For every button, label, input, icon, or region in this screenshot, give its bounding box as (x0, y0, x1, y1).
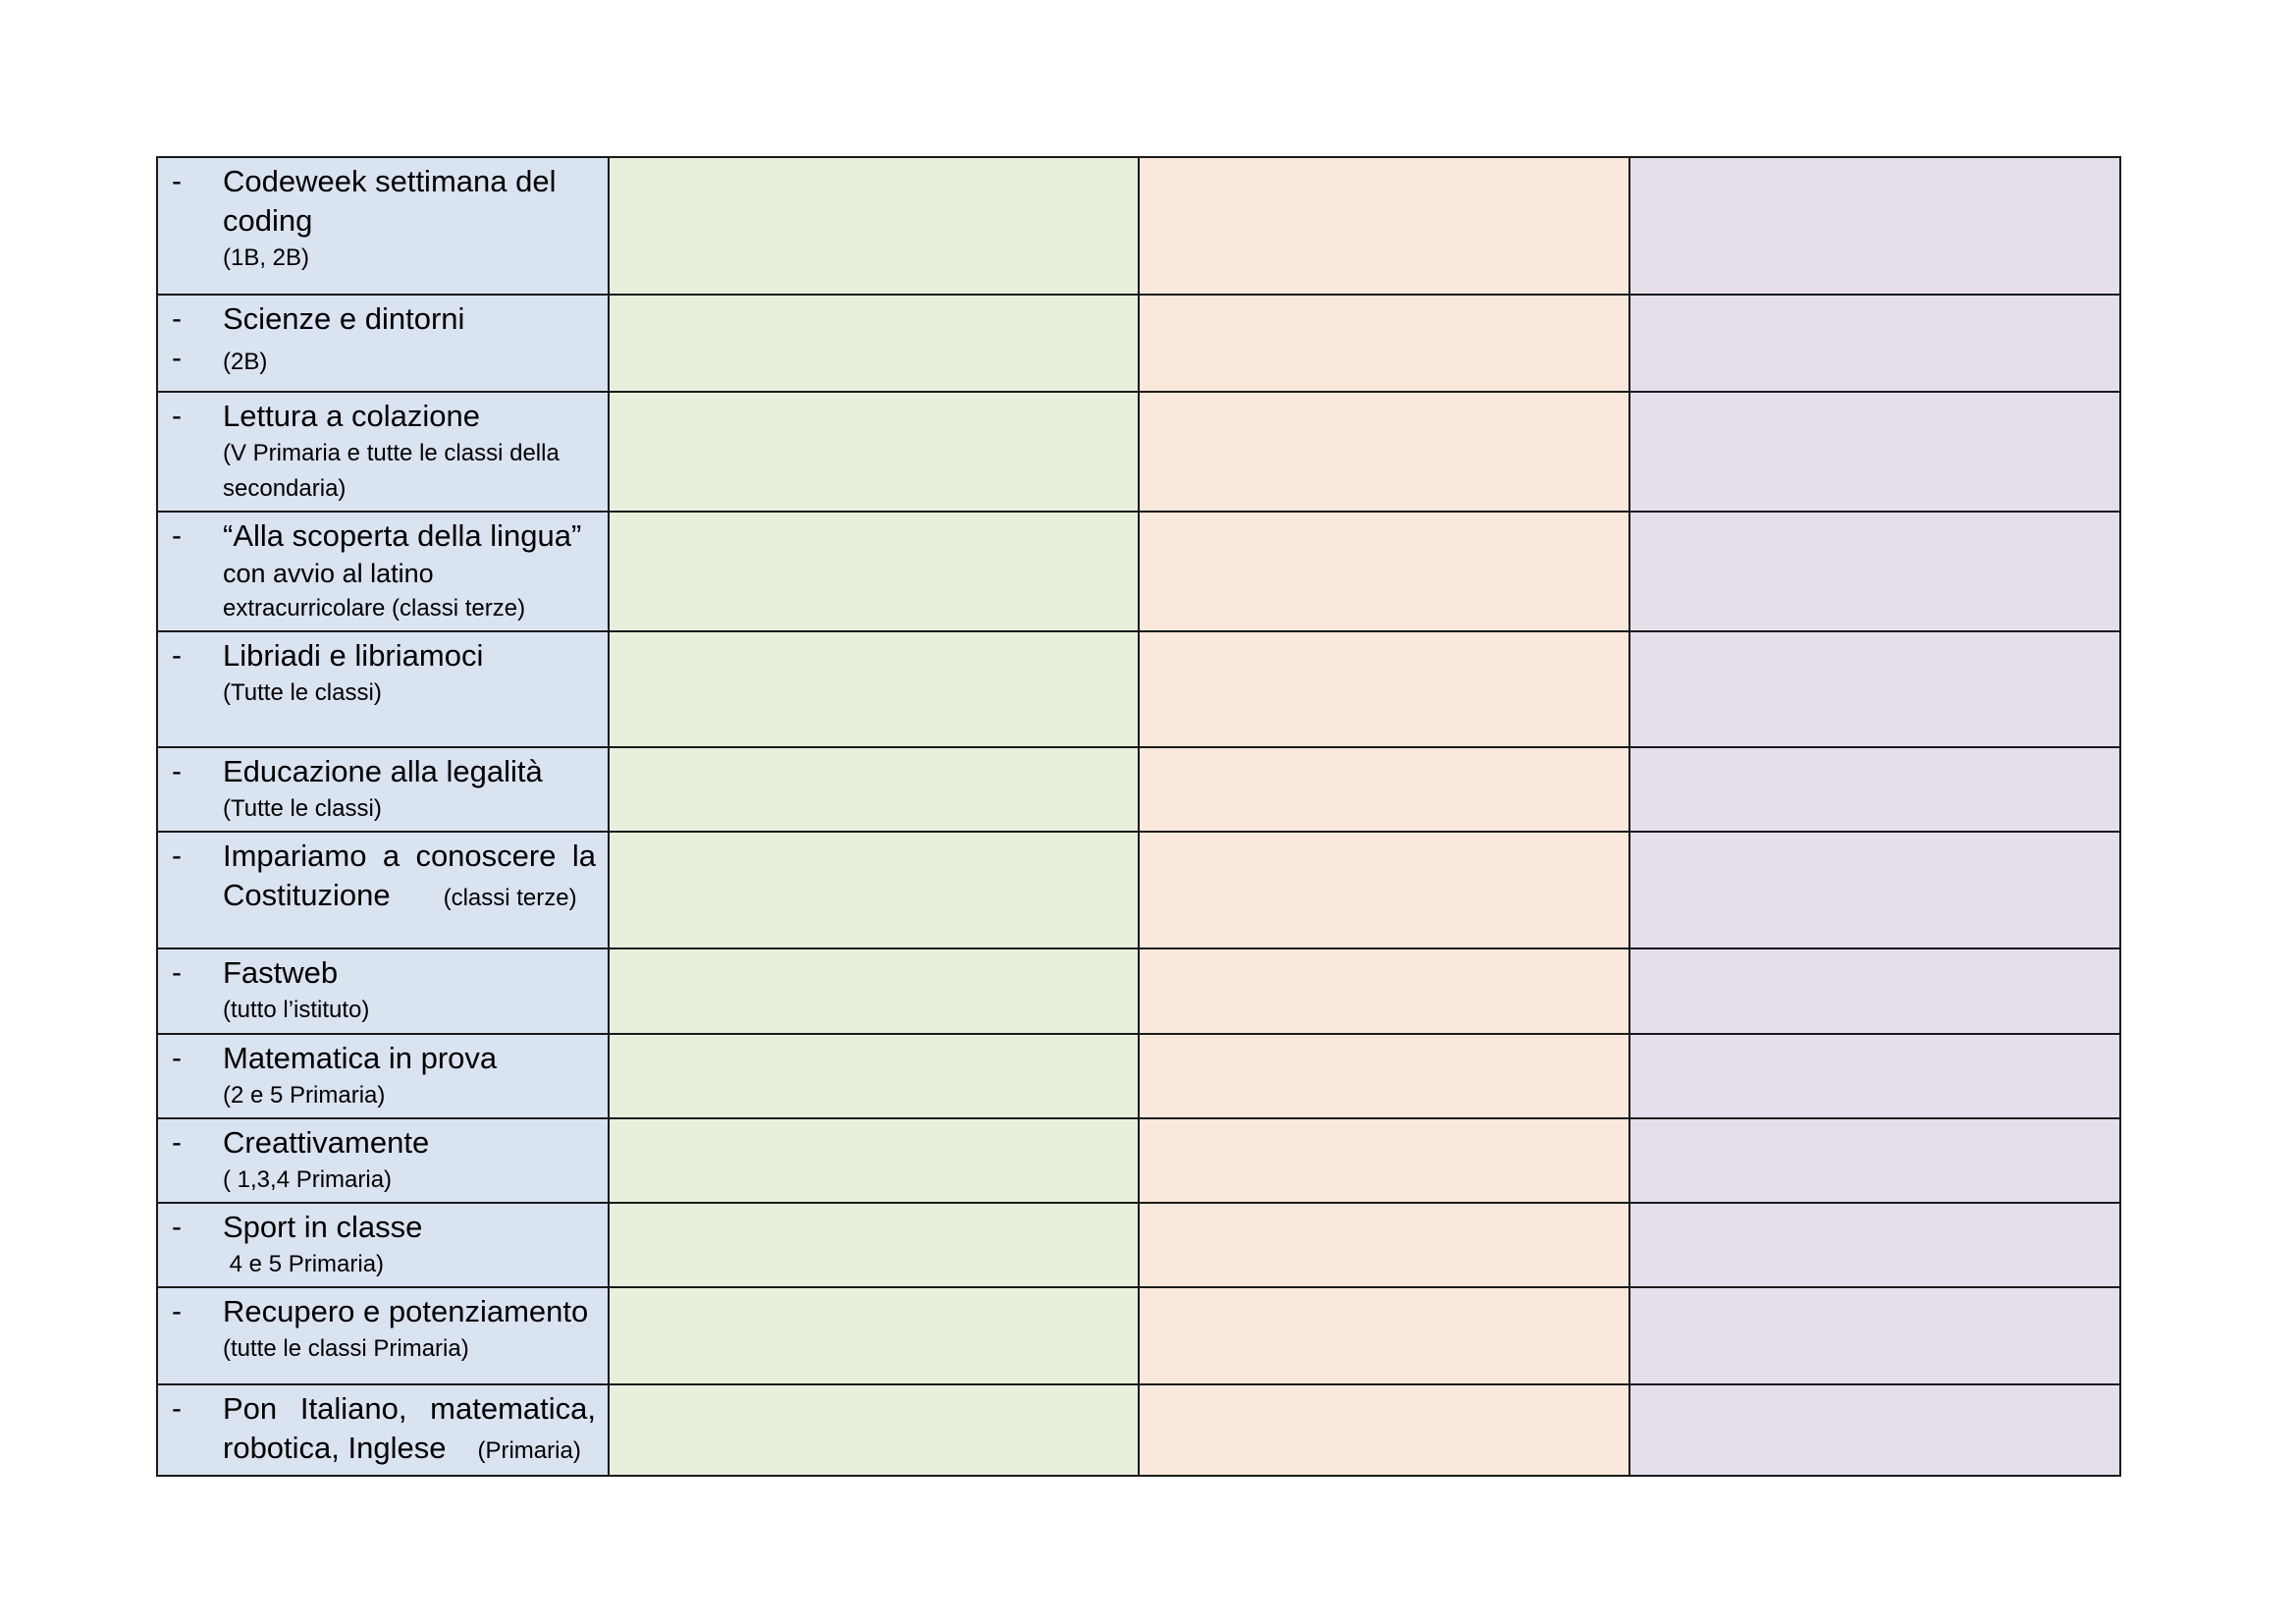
project-classes-continued: secondaria) (223, 475, 347, 502)
title-word: Pon (223, 1391, 278, 1426)
empty-cell-purple (1629, 157, 2120, 295)
project-classes: (Primaria) (477, 1437, 581, 1464)
list-dash: - (172, 639, 182, 672)
project-title: “Alla scoperta della lingua” (223, 518, 582, 553)
list-dash: - (172, 839, 182, 872)
list-dash: - (172, 1211, 182, 1243)
project-classes: 4 e 5 Primaria) (223, 1251, 385, 1277)
projects-table-body (157, 157, 2120, 1476)
empty-cell-orange (1139, 295, 1629, 392)
list-dash: - (172, 165, 182, 197)
empty-cell-green (609, 1287, 1139, 1384)
table-row (157, 512, 2120, 631)
empty-cell-green (609, 295, 1139, 392)
empty-cell-green (609, 631, 1139, 747)
project-title-continued: coding (223, 203, 313, 238)
project-title: Sport in classe (223, 1210, 423, 1244)
project-classes: ( 1,3,4 Primaria) (223, 1166, 393, 1193)
empty-cell-orange (1139, 631, 1629, 747)
project-title (223, 1389, 596, 1429)
project-cell (157, 392, 609, 512)
empty-cell-purple (1629, 1118, 2120, 1203)
empty-cell-orange (1139, 512, 1629, 631)
empty-cell-orange (1139, 747, 1629, 832)
project-classes: (classi terze) (443, 885, 577, 911)
project-cell (157, 1118, 609, 1203)
project-cell (157, 157, 609, 295)
table-row (157, 1118, 2120, 1203)
project-classes: (2B) (223, 349, 268, 375)
table-row (157, 1384, 2120, 1476)
project-classes: (tutte le classi Primaria) (223, 1335, 469, 1362)
empty-cell-orange (1139, 1384, 1629, 1476)
project-classes: (Tutte le classi) (223, 795, 382, 822)
empty-cell-orange (1139, 948, 1629, 1034)
project-cell (157, 832, 609, 948)
project-cell (157, 747, 609, 832)
empty-cell-green (609, 1118, 1139, 1203)
project-title-continued (223, 876, 596, 918)
project-title: Matematica in prova (223, 1041, 498, 1075)
empty-cell-green (609, 392, 1139, 512)
list-dash: - (172, 519, 182, 552)
project-cell (157, 295, 609, 392)
empty-cell-purple (1629, 512, 2120, 631)
list-dash: - (172, 956, 182, 989)
table-row (157, 392, 2120, 512)
empty-cell-orange (1139, 157, 1629, 295)
empty-cell-purple (1629, 1034, 2120, 1118)
empty-cell-green (609, 512, 1139, 631)
project-classes: (2 e 5 Primaria) (223, 1082, 386, 1109)
title-word: Costituzione (223, 878, 391, 912)
table-row (157, 1287, 2120, 1384)
empty-cell-orange (1139, 1203, 1629, 1287)
project-cell (157, 1384, 609, 1476)
project-title-continued: con avvio al latino (223, 559, 434, 588)
project-title: Fastweb (223, 955, 339, 990)
empty-cell-purple (1629, 1384, 2120, 1476)
empty-cell-purple (1629, 747, 2120, 832)
project-cell (157, 512, 609, 631)
project-title (223, 837, 596, 876)
project-title: Recupero e potenziamento (223, 1294, 589, 1328)
empty-cell-green (609, 948, 1139, 1034)
table-row (157, 1034, 2120, 1118)
project-cell (157, 1203, 609, 1287)
empty-cell-purple (1629, 1203, 2120, 1287)
list-dash: - (172, 1126, 182, 1159)
project-classes: (tutto l’istituto) (223, 997, 370, 1023)
project-classes: (Tutte le classi) (223, 679, 382, 706)
title-word: a (382, 839, 400, 873)
empty-cell-purple (1629, 392, 2120, 512)
empty-cell-orange (1139, 1287, 1629, 1384)
table-row (157, 948, 2120, 1034)
empty-cell-purple (1629, 631, 2120, 747)
projects-table (156, 156, 2121, 1477)
project-title-continued (223, 1429, 596, 1471)
list-dash: - (172, 400, 182, 432)
list-dash: - (172, 755, 182, 787)
empty-cell-purple (1629, 948, 2120, 1034)
list-dash: - (172, 1042, 182, 1074)
project-title: Creattivamente (223, 1125, 430, 1160)
title-word: matematica, (430, 1391, 596, 1426)
table-row (157, 295, 2120, 392)
list-dash: - (172, 1392, 182, 1425)
empty-cell-orange (1139, 1118, 1629, 1203)
title-word: la (571, 839, 596, 873)
empty-cell-green (609, 157, 1139, 295)
project-title: Libriadi e libriamoci (223, 638, 484, 673)
project-cell (157, 948, 609, 1034)
empty-cell-orange (1139, 832, 1629, 948)
project-classes: extracurricolare (classi terze) (223, 595, 526, 622)
empty-cell-green (609, 832, 1139, 948)
table-row (157, 832, 2120, 948)
project-title: Codeweek settimana del (223, 164, 557, 198)
project-title: Educazione alla legalità (223, 754, 543, 788)
table-row (157, 1203, 2120, 1287)
table-row (157, 631, 2120, 747)
list-dash: - (172, 342, 182, 374)
empty-cell-orange (1139, 392, 1629, 512)
empty-cell-green (609, 1384, 1139, 1476)
project-cell (157, 631, 609, 747)
title-word: conoscere (415, 839, 557, 873)
empty-cell-green (609, 1034, 1139, 1118)
project-classes: (1B, 2B) (223, 244, 310, 271)
empty-cell-orange (1139, 1034, 1629, 1118)
list-dash: - (172, 1295, 182, 1327)
empty-cell-purple (1629, 295, 2120, 392)
project-title: Lettura a colazione (223, 399, 480, 433)
empty-cell-green (609, 1203, 1139, 1287)
table-row (157, 747, 2120, 832)
title-word: Italiano, (299, 1391, 407, 1426)
empty-cell-green (609, 747, 1139, 832)
title-word: robotica, Inglese (223, 1431, 447, 1465)
list-dash: - (172, 302, 182, 335)
title-word: Impariamo (223, 839, 367, 873)
empty-cell-purple (1629, 1287, 2120, 1384)
project-cell (157, 1287, 609, 1384)
table-row (157, 157, 2120, 295)
project-classes: (V Primaria e tutte le classi della (223, 440, 560, 466)
empty-cell-purple (1629, 832, 2120, 948)
project-cell (157, 1034, 609, 1118)
project-title: Scienze e dintorni (223, 301, 465, 336)
